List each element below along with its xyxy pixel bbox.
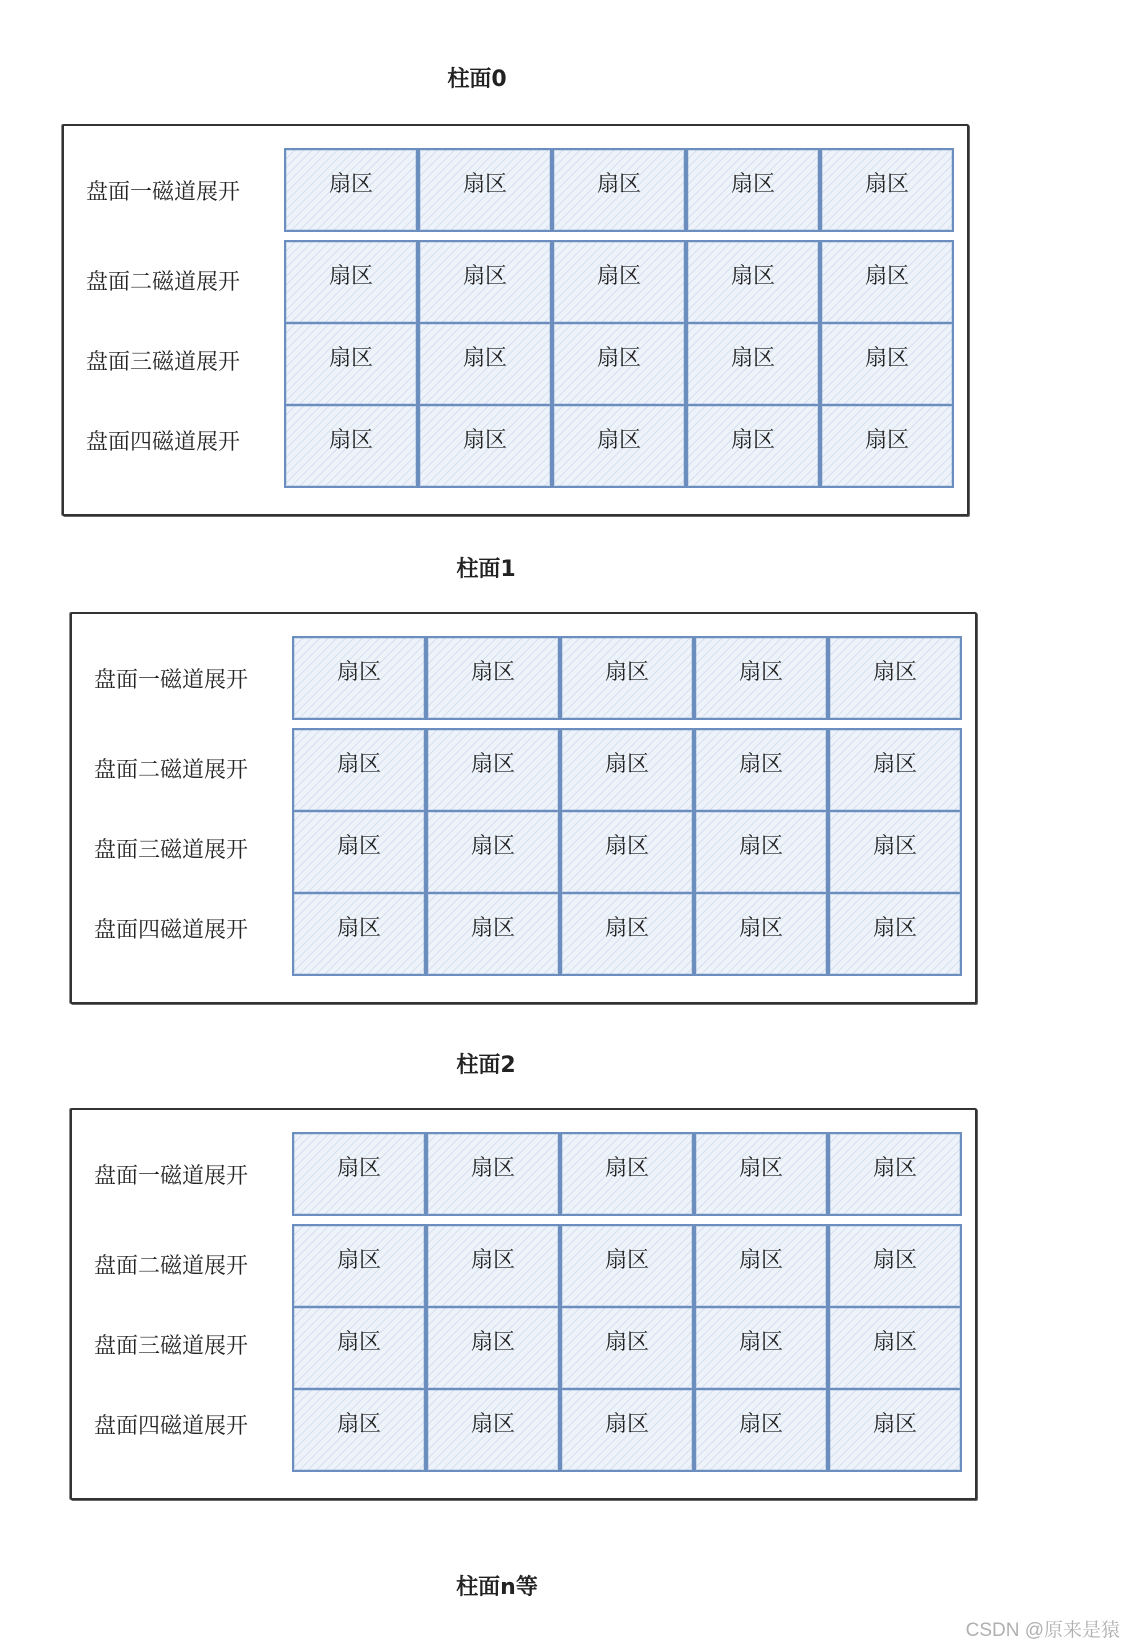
sector-cell: 扇区 xyxy=(828,1132,962,1216)
cylinder-panel-0 xyxy=(62,124,969,516)
sector-cell: 扇区 xyxy=(426,1224,560,1308)
sector-cell: 扇区 xyxy=(284,240,418,324)
sector-cell: 扇区 xyxy=(292,810,426,894)
sector-cell: 扇区 xyxy=(292,892,426,976)
sector-cell: 扇区 xyxy=(560,1388,694,1472)
sector-cell: 扇区 xyxy=(426,636,560,720)
cylinder-title-1: 柱面1 xyxy=(456,557,516,582)
sector-cell: 扇区 xyxy=(426,728,560,812)
sector-cell: 扇区 xyxy=(552,148,686,232)
sector-cell: 扇区 xyxy=(686,240,820,324)
sector-cell: 扇区 xyxy=(694,1306,828,1390)
row-label: 盘面三磁道展开 xyxy=(94,838,249,863)
cylinder-panel-2 xyxy=(70,1108,977,1500)
row-label: 盘面四磁道展开 xyxy=(86,430,241,455)
sector-cell: 扇区 xyxy=(820,404,954,488)
row-label: 盘面一磁道展开 xyxy=(94,1164,249,1189)
sector-cell: 扇区 xyxy=(828,1224,962,1308)
row-label: 盘面三磁道展开 xyxy=(94,1334,249,1359)
sector-cell: 扇区 xyxy=(694,1224,828,1308)
row-label: 盘面一磁道展开 xyxy=(86,180,241,205)
row-label: 盘面二磁道展开 xyxy=(86,270,241,295)
sector-cell: 扇区 xyxy=(828,892,962,976)
sector-cell: 扇区 xyxy=(828,1306,962,1390)
sector-cell: 扇区 xyxy=(828,728,962,812)
sector-cell: 扇区 xyxy=(694,892,828,976)
sector-cell: 扇区 xyxy=(694,636,828,720)
sector-cell: 扇区 xyxy=(828,1388,962,1472)
footer-title: 柱面n等 xyxy=(456,1575,538,1600)
sector-cell: 扇区 xyxy=(418,322,552,406)
sector-cell: 扇区 xyxy=(426,892,560,976)
sector-cell: 扇区 xyxy=(552,404,686,488)
sector-cell: 扇区 xyxy=(426,1306,560,1390)
sector-cell: 扇区 xyxy=(292,1224,426,1308)
row-label: 盘面二磁道展开 xyxy=(94,1254,249,1279)
sector-cell: 扇区 xyxy=(694,1388,828,1472)
sector-cell: 扇区 xyxy=(418,148,552,232)
sector-cell: 扇区 xyxy=(686,404,820,488)
sector-cell: 扇区 xyxy=(560,1132,694,1216)
sector-cell: 扇区 xyxy=(292,1388,426,1472)
watermark: CSDN @原来是猿 xyxy=(965,1620,1120,1641)
row-label: 盘面四磁道展开 xyxy=(94,918,249,943)
cylinder-panel-1 xyxy=(70,612,977,1004)
sector-cell: 扇区 xyxy=(560,1306,694,1390)
sector-cell: 扇区 xyxy=(560,636,694,720)
sector-cell: 扇区 xyxy=(426,1388,560,1472)
sector-cell: 扇区 xyxy=(284,404,418,488)
row-label: 盘面一磁道展开 xyxy=(94,668,249,693)
sector-cell: 扇区 xyxy=(820,322,954,406)
sector-cell: 扇区 xyxy=(418,240,552,324)
sector-cell: 扇区 xyxy=(284,322,418,406)
row-label: 盘面四磁道展开 xyxy=(94,1414,249,1439)
sector-cell: 扇区 xyxy=(820,240,954,324)
sector-cell: 扇区 xyxy=(560,810,694,894)
row-label: 盘面三磁道展开 xyxy=(86,350,241,375)
sector-cell: 扇区 xyxy=(426,810,560,894)
sector-cell: 扇区 xyxy=(828,810,962,894)
sector-cell: 扇区 xyxy=(418,404,552,488)
sector-cell: 扇区 xyxy=(292,728,426,812)
row-label: 盘面二磁道展开 xyxy=(94,758,249,783)
sector-cell: 扇区 xyxy=(694,728,828,812)
sector-cell: 扇区 xyxy=(560,1224,694,1308)
sector-cell: 扇区 xyxy=(820,148,954,232)
sector-cell: 扇区 xyxy=(694,810,828,894)
sector-cell: 扇区 xyxy=(686,148,820,232)
sector-cell: 扇区 xyxy=(552,322,686,406)
sector-cell: 扇区 xyxy=(828,636,962,720)
sector-cell: 扇区 xyxy=(292,636,426,720)
sector-cell: 扇区 xyxy=(426,1132,560,1216)
cylinder-title-2: 柱面2 xyxy=(456,1053,516,1078)
sector-cell: 扇区 xyxy=(292,1132,426,1216)
sector-cell: 扇区 xyxy=(560,892,694,976)
sector-cell: 扇区 xyxy=(552,240,686,324)
sector-cell: 扇区 xyxy=(292,1306,426,1390)
sector-cell: 扇区 xyxy=(284,148,418,232)
sector-cell: 扇区 xyxy=(694,1132,828,1216)
sector-cell: 扇区 xyxy=(686,322,820,406)
sector-cell: 扇区 xyxy=(560,728,694,812)
cylinder-title-0: 柱面0 xyxy=(447,67,507,92)
